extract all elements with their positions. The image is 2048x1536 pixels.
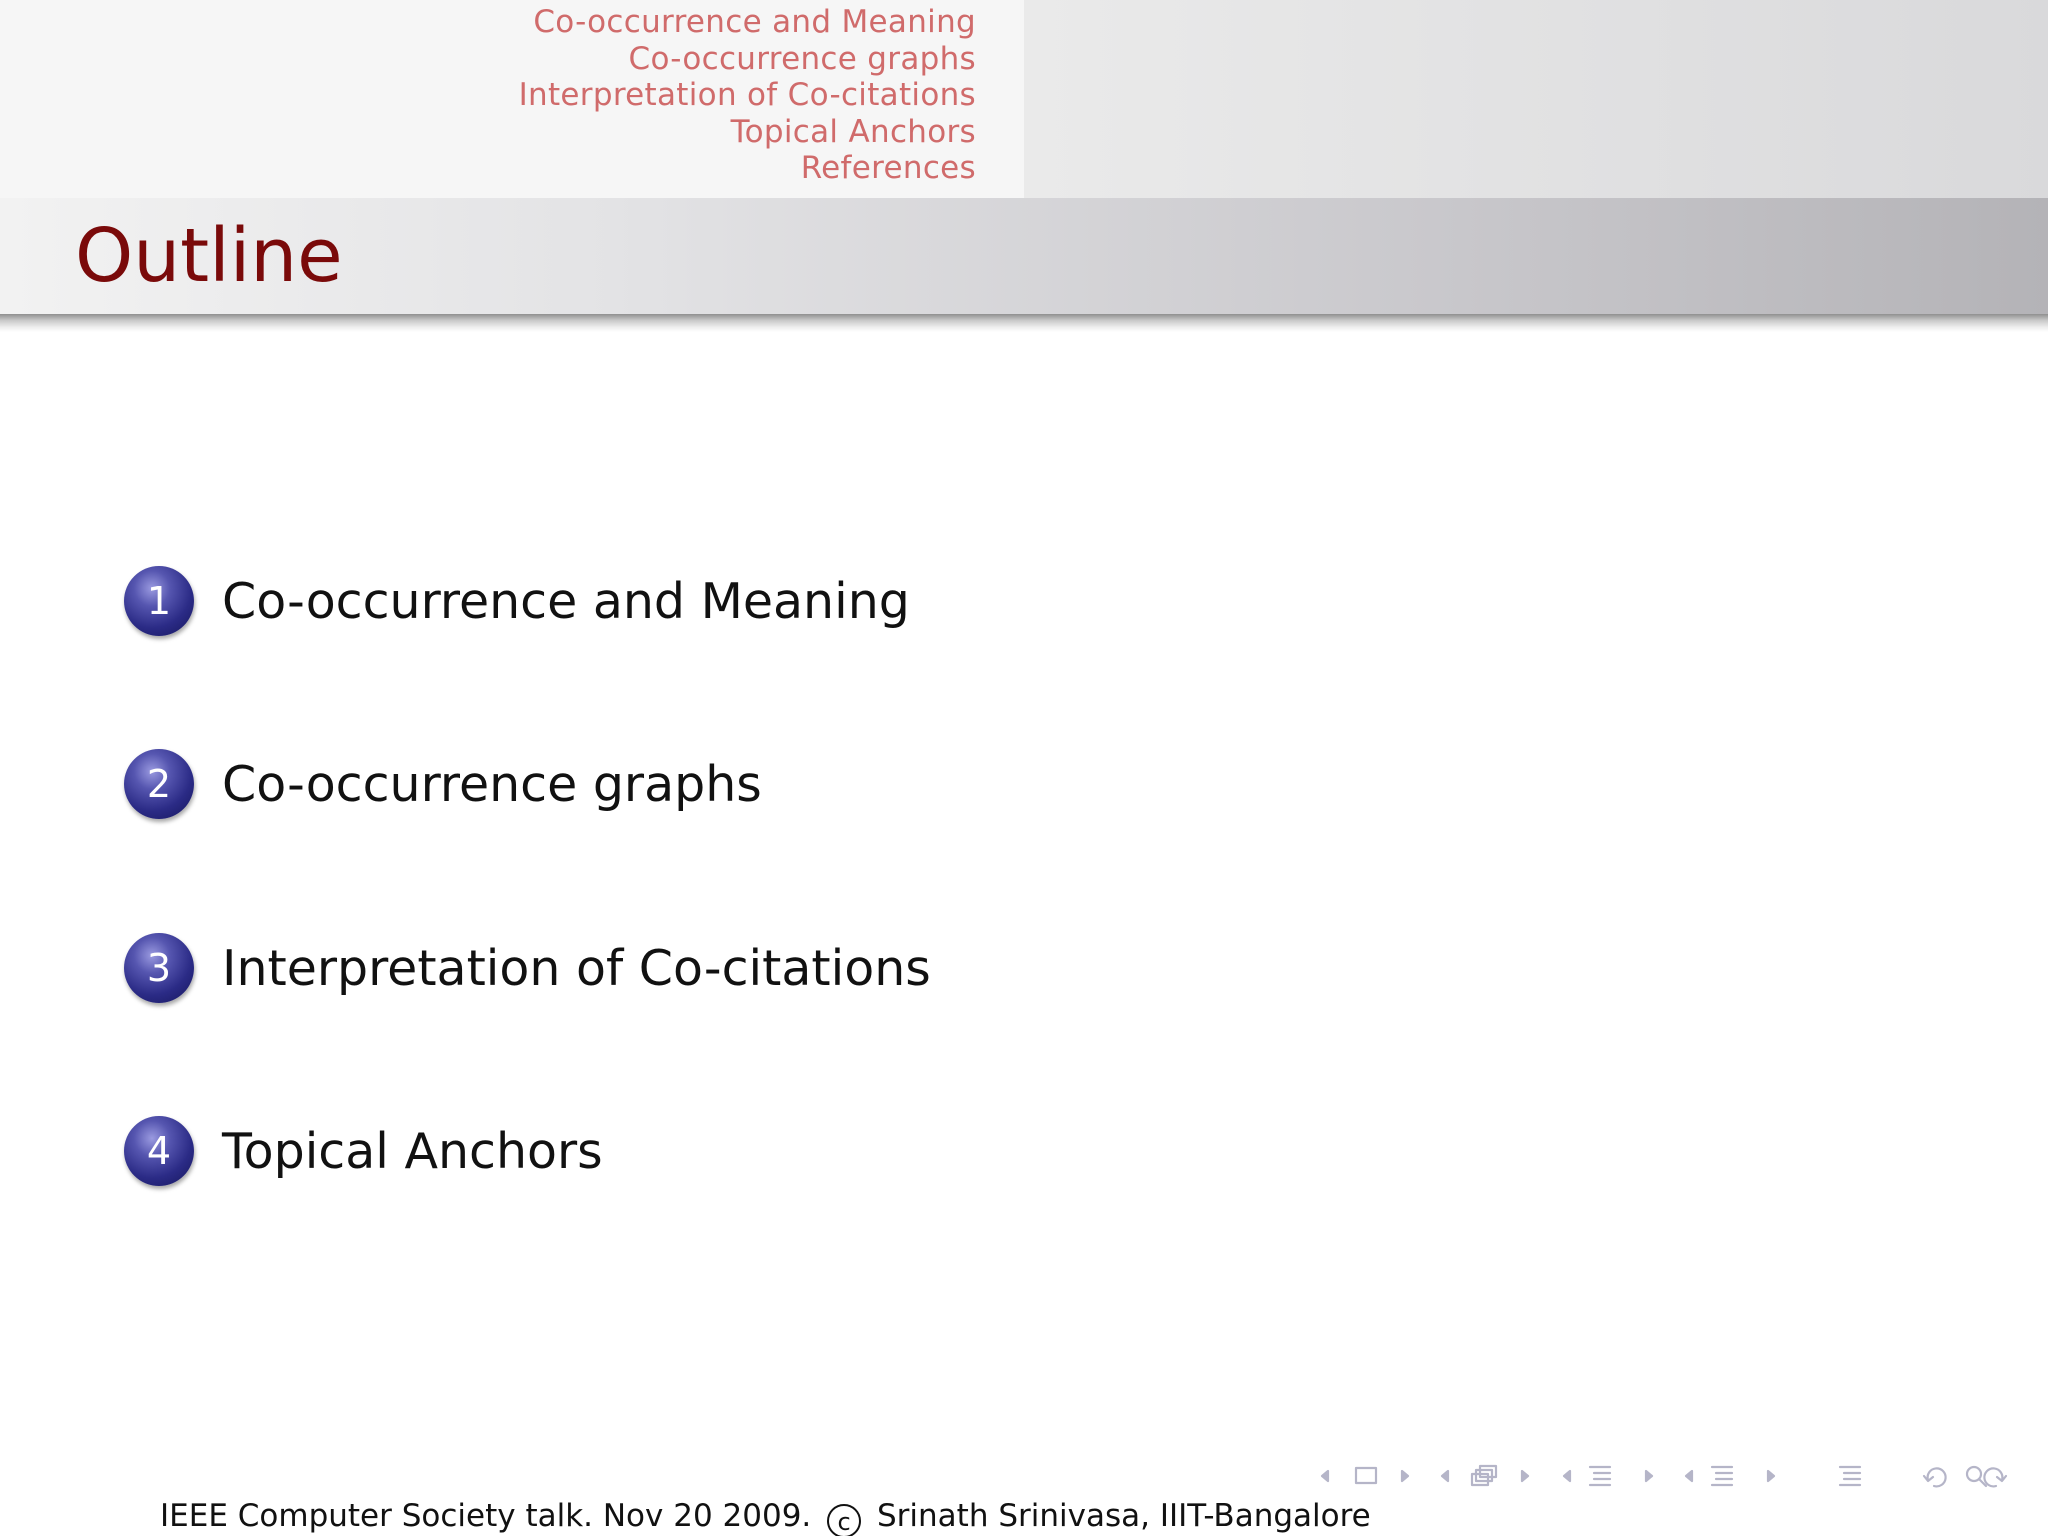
nav-section-2[interactable]: Co-occurrence graphs [628,40,976,77]
item-number-ball: 1 [124,566,194,636]
footer-text-after: Srinath Srinivasa, IIIT-Bangalore [877,1498,1371,1534]
frame-nav-icon[interactable] [1322,1468,1408,1483]
item-number-ball: 2 [124,749,194,819]
presentation-nav-icon[interactable] [1686,1467,1774,1485]
navigation-symbols-svg [1310,1458,2030,1494]
nav-section-1[interactable]: Co-occurrence and Meaning [533,4,976,40]
appendix-nav-icon[interactable] [1840,1467,1860,1485]
footer-text-before: IEEE Computer Society talk. Nov 20 2009. [160,1498,812,1534]
outline-item-4[interactable] [124,1115,603,1187]
item-number-ball: 4 [124,1116,194,1186]
nav-section-3[interactable]: Interpretation of Co-citations [518,77,976,113]
outline-item-label: Interpretation of Co-citations [222,939,931,997]
outline-item-3[interactable] [124,932,931,1004]
navigation-symbols [1310,1458,2030,1494]
outline-item-label: Topical Anchors [222,1122,603,1180]
outline-item-label: Co-occurrence graphs [222,755,762,813]
frame-title: Outline [75,213,343,299]
section-nav-icon[interactable] [1564,1467,1652,1485]
footer [160,1497,1371,1536]
back-forward-search-icon[interactable] [1924,1467,2006,1486]
item-number-ball: 3 [124,933,194,1003]
nav-section-4[interactable]: Topical Anchors [730,113,976,150]
outline-item-2[interactable] [124,748,762,820]
copyright-symbol: c [827,1504,861,1536]
nav-section-5[interactable]: References [800,150,976,186]
outline-item-1[interactable] [124,565,910,637]
outline-item-label: Co-occurrence and Meaning [222,572,910,630]
subsection-nav-icon[interactable] [1442,1466,1528,1485]
